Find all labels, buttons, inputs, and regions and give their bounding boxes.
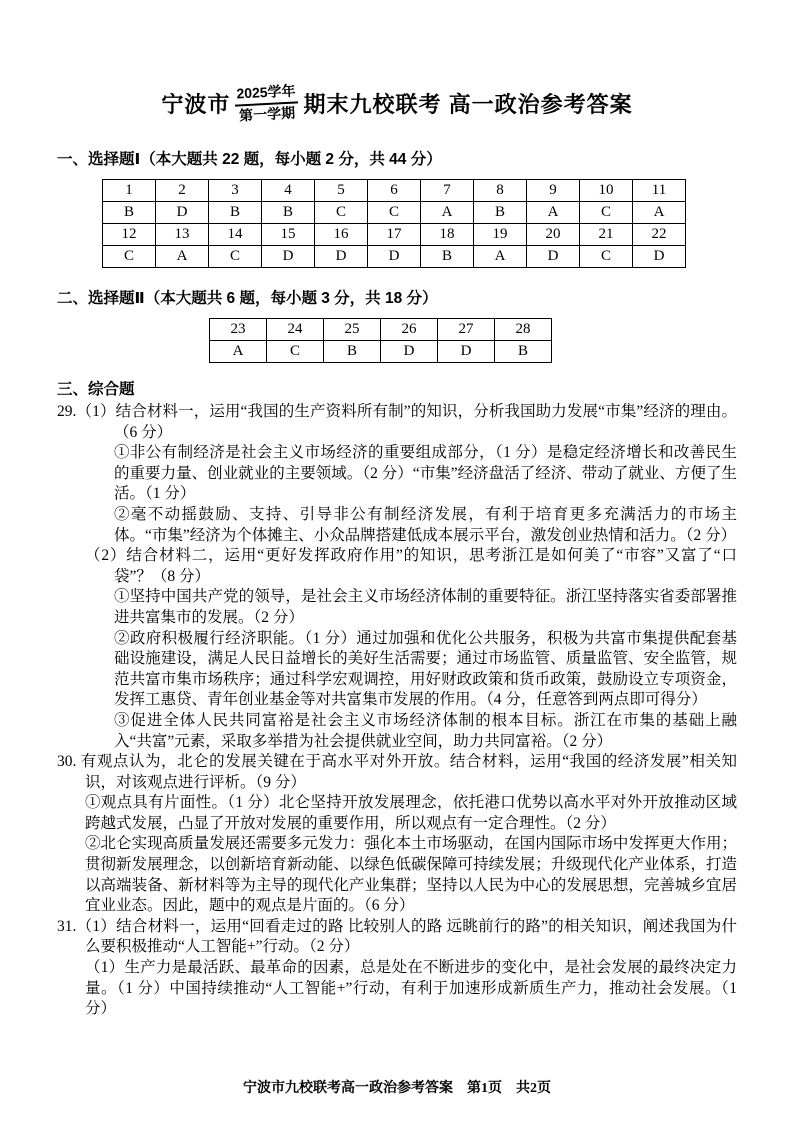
title-insert-top: 2025学年 bbox=[234, 82, 298, 106]
table-cell: 13 bbox=[156, 224, 209, 246]
table-cell: 5 bbox=[315, 180, 368, 202]
section3-heading: 三、综合题 bbox=[57, 381, 135, 398]
table-cell: 24 bbox=[267, 319, 324, 341]
table-cell: 15 bbox=[262, 224, 315, 246]
table-cell: 20 bbox=[527, 224, 580, 246]
answer-paragraph: （2）结合材料二，运用“更好发挥政府作用”的知识，思考浙江是如何美了“市容”又富了“口袋”？（8 分） bbox=[85, 547, 737, 585]
table-cell: C bbox=[368, 202, 421, 224]
title-prefix: 宁波市 bbox=[161, 92, 231, 117]
table-cell: D bbox=[438, 341, 495, 363]
table-cell: A bbox=[527, 202, 580, 224]
table-cell: D bbox=[527, 246, 580, 268]
answer-paragraph: 31.（1）结合材料一，运用“回看走过的路 比较别人的路 远眺前行的路”的相关知识，阐述我国为什么要积极推动“人工智能+”行动。（2 分） bbox=[57, 917, 737, 956]
table-cell: C bbox=[267, 341, 324, 363]
table-cell: B bbox=[421, 246, 474, 268]
table-cell: 3 bbox=[209, 180, 262, 202]
answer-paragraph: ②政府积极履行经济职能。（1 分）通过加强和优化公共服务，积极为共富市集提供配套基础设施建设，满足人民日益增长的美好生活需要；通过市场监管、质量监管、安全监管，规范共富市集市场秩序；通过科学宏观调控，用好财政政策和货币政策，鼓励设立专项资金，发挥工惠贷、青年创业基金等对共富集市发展的作用。（4 分，任意答到两点即可得分） bbox=[114, 629, 737, 709]
page-footer: 宁波市九校联考高一政治参考答案 第1页 共2页 bbox=[243, 1081, 551, 1096]
table-cell: 2 bbox=[156, 180, 209, 202]
table-cell: 1 bbox=[103, 180, 156, 202]
table-cell: 14 bbox=[209, 224, 262, 246]
table-cell: D bbox=[633, 246, 686, 268]
answer-paragraph: ②毫不动摇鼓励、支持、引导非公有制经济发展，有利于培育更多充满活力的市场主体。“市集”经济为个体摊主、小众品牌搭建低成本展示平台，激发创业热情和活力。（2 分） bbox=[114, 505, 737, 544]
table-cell: A bbox=[210, 341, 267, 363]
table-cell: D bbox=[381, 341, 438, 363]
table-cell: 21 bbox=[580, 224, 633, 246]
answer-paragraph: 29.（1）结合材料一，运用“我国的生产资料所有制”的知识，分析我国助力发展“市集”经济的理由。（6 分） bbox=[57, 403, 737, 441]
table-row bbox=[103, 202, 686, 224]
table-cell: 28 bbox=[495, 319, 552, 341]
table-cell: A bbox=[633, 202, 686, 224]
table-row bbox=[210, 341, 552, 363]
table-cell: B bbox=[474, 202, 527, 224]
table-cell: 7 bbox=[421, 180, 474, 202]
title-insert-bottom: 第一学期 bbox=[239, 104, 296, 123]
table-cell: 16 bbox=[315, 224, 368, 246]
answer-paragraph: ①观点具有片面性。（1 分）北仑坚持开放发展理念，依托港口优势以高水平对外开放推动区域跨越式发展，凸显了开放对发展的重要作用，所以观点有一定合理性。（2 分） bbox=[85, 794, 737, 832]
multiple-choice-answer-table-2 bbox=[209, 318, 552, 363]
table-cell: 10 bbox=[580, 180, 633, 202]
table-cell: D bbox=[368, 246, 421, 268]
table-cell: 11 bbox=[633, 180, 686, 202]
table-row bbox=[103, 246, 686, 268]
answer-paragraph: ②北仑实现高质量发展还需要多元发力：强化本土市场驱动，在国内国际市场中发挥更大作用；贯彻新发展理念，以创新培育新动能、以绿色低碳保障可持续发展；升级现代化产业体系，打造以高端装备、新材料等为主导的现代化产业集群；坚持以人民为中心的发展思想，完善城乡宜居宜业业态。因此，题中的观点是片面的。（6 分） bbox=[85, 835, 737, 915]
table-cell: C bbox=[209, 246, 262, 268]
table-cell: A bbox=[156, 246, 209, 268]
table-cell: B bbox=[103, 202, 156, 224]
table-cell: D bbox=[315, 246, 368, 268]
table-cell: 4 bbox=[262, 180, 315, 202]
table-cell: 22 bbox=[633, 224, 686, 246]
table-cell: B bbox=[262, 202, 315, 224]
title-handwritten-insert bbox=[234, 82, 299, 124]
table-cell: 25 bbox=[324, 319, 381, 341]
multiple-choice-answer-table-1 bbox=[102, 179, 686, 268]
table-cell: A bbox=[474, 246, 527, 268]
answer-paragraph: ①非公有制经济是社会主义市场经济的重要组成部分，（1 分）是稳定经济增长和改善民生的重要力量、创业就业的主要领域。（2 分）“市集”经济盘活了经济、带动了就业、方便了生活。（1 分） bbox=[114, 444, 737, 503]
table-cell: D bbox=[262, 246, 315, 268]
section1-heading: 一、选择题Ⅰ（本大题共 22 题，每小题 2 分，共 44 分） bbox=[57, 151, 442, 168]
table-cell: 17 bbox=[368, 224, 421, 246]
table-cell: D bbox=[156, 202, 209, 224]
table-cell: B bbox=[324, 341, 381, 363]
table-cell: 8 bbox=[474, 180, 527, 202]
table-row bbox=[103, 224, 686, 246]
table-cell: C bbox=[580, 202, 633, 224]
table-cell: C bbox=[315, 202, 368, 224]
table-cell: 18 bbox=[421, 224, 474, 246]
table-cell: C bbox=[103, 246, 156, 268]
table-cell: A bbox=[421, 202, 474, 224]
table-cell: 19 bbox=[474, 224, 527, 246]
table-row bbox=[210, 319, 552, 341]
table-cell: 26 bbox=[381, 319, 438, 341]
answer-paragraph: ①坚持中国共产党的领导，是社会主义市场经济体制的重要特征。浙江坚持落实省委部署推进共富集市的发展。（2 分） bbox=[114, 588, 737, 626]
essay-answers-body bbox=[57, 402, 737, 1020]
table-cell: 27 bbox=[438, 319, 495, 341]
table-cell: 9 bbox=[527, 180, 580, 202]
table-cell: 23 bbox=[210, 319, 267, 341]
document-title bbox=[57, 84, 737, 123]
table-cell: 6 bbox=[368, 180, 421, 202]
answer-paragraph: ③促进全体人民共同富裕是社会主义市场经济体制的根本目标。浙江在市集的基础上融入“共富”元素，采取多举措为社会提供就业空间，助力共同富裕。（2 分） bbox=[114, 711, 737, 750]
table-cell: B bbox=[209, 202, 262, 224]
table-cell: C bbox=[580, 246, 633, 268]
title-suffix: 期末九校联考 高一政治参考答案 bbox=[303, 92, 633, 117]
table-cell: B bbox=[495, 341, 552, 363]
table-row bbox=[103, 180, 686, 202]
section2-heading: 二、选择题Ⅱ（本大题共 6 题，每小题 3 分，共 18 分） bbox=[57, 290, 438, 307]
table-cell: 12 bbox=[103, 224, 156, 246]
answer-paragraph: （1）生产力是最活跃、最革命的因素，总是处在不断进步的变化中，是社会发展的最终决定力量。（1 分）中国持续推动“人工智能+”行动，有利于加速形成新质生产力，推动社会发展。（1 分） bbox=[85, 959, 737, 1018]
answer-paragraph: 30. 有观点认为，北仑的发展关键在于高水平对外开放。结合材料，运用“我国的经济发展”相关知识，对该观点进行评析。（9 分） bbox=[57, 753, 737, 791]
